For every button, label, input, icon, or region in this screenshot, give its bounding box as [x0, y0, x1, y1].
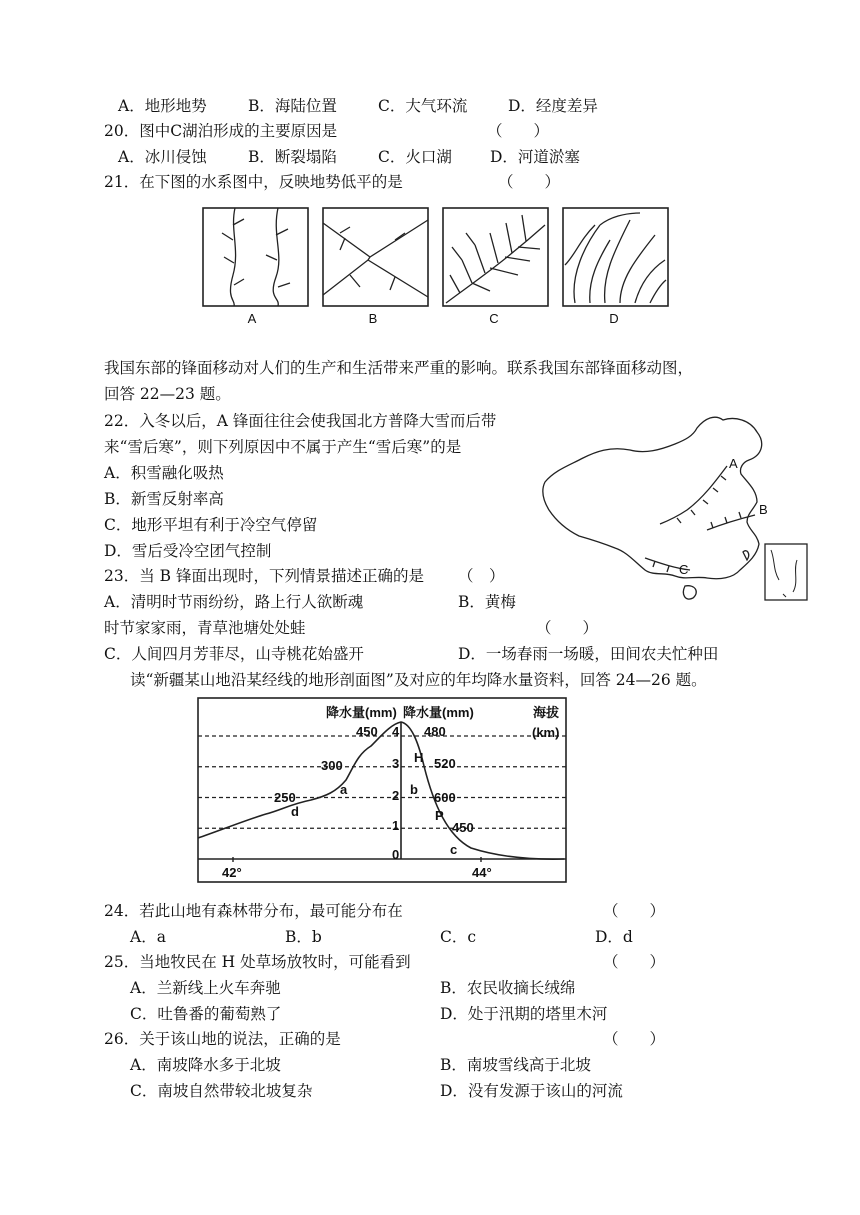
q19-option-b: B．海陆位置	[248, 97, 337, 115]
y-axis-unit: (km)	[532, 725, 560, 740]
chart-frame	[198, 698, 566, 882]
q25-option-c: C．吐鲁番的葡萄熟了	[130, 1005, 282, 1023]
terrain-profile-chart	[196, 696, 568, 886]
q26-stem: 26．关于该山地的说法，正确的是	[104, 1030, 341, 1048]
terrain-profile-line	[198, 722, 564, 859]
q26-option-c: C．南坡自然带较北坡复杂	[130, 1082, 313, 1100]
q23-option-b-part1: B．黄梅	[458, 593, 516, 611]
q23-option-a: A．清明时节雨纷纷，路上行人欲断魂	[104, 593, 364, 611]
precip-south-600: 600	[434, 790, 456, 805]
drainage-label-a: A	[247, 311, 257, 326]
y-tick-2: 2	[392, 788, 400, 803]
q22-option-c: C．地形平坦有利于冷空气停留	[104, 516, 318, 534]
precip-south-450: 450	[452, 820, 474, 835]
q21-stem: 21．在下图的水系图中，反映地势低平的是	[104, 173, 403, 191]
q26-option-d: D．没有发源于该山的河流	[440, 1082, 623, 1100]
q19-option-d: D．经度差异	[508, 97, 598, 115]
q25-option-a: A．兰新线上火车奔驰	[130, 979, 281, 997]
q24-stem: 24．若此山地有森林带分布，最可能分布在	[104, 902, 403, 920]
q22-option-a: A．积雪融化吸热	[104, 464, 224, 482]
q20-option-c: C．火口湖	[378, 148, 452, 166]
q26-option-a: A．南坡降水多于北坡	[130, 1056, 281, 1074]
point-label-c: c	[450, 842, 458, 857]
intro-front-line2: 回答 22—23 题。	[104, 385, 231, 403]
q24-option-c: C．c	[440, 928, 477, 946]
q26-answer-paren: （ ）	[603, 1030, 666, 1048]
q22-option-b: B．新雪反射率高	[104, 490, 224, 508]
y-tick-0: 0	[392, 847, 400, 862]
x-tick-44: 44°	[472, 865, 492, 880]
intro-front-line1: 我国东部的锋面移动对人们的生产和生活带来严重的影响。联系我国东部锋面移动图，	[104, 359, 694, 377]
drainage-label-c: C	[489, 311, 499, 326]
q19-option-c: C．大气环流	[378, 97, 468, 115]
q22-stem-1: 22．入冬以后，A 锋面往往会使我国北方普降大雪而后带	[104, 412, 497, 430]
q23-option-d: D．一场春雨一场暖，田间农夫忙种田	[458, 645, 719, 663]
q20-option-a: A．冰川侵蚀	[118, 148, 207, 166]
china-front-map	[535, 410, 835, 610]
intro-xinjiang: 读“新疆某山地沿某经线的地形剖面图”及对应的年均降水量资料，回答 24—26 题。	[130, 671, 707, 689]
point-label-d: d	[291, 804, 299, 819]
point-label-b: b	[410, 782, 418, 797]
point-label-h: H	[414, 750, 424, 765]
q20-answer-paren: （ ）	[487, 122, 550, 140]
q24-answer-paren: （ ）	[603, 902, 666, 920]
front-label-c: C	[679, 562, 689, 577]
q20-option-b: B．断裂塌陷	[248, 148, 337, 166]
precip-south-480: 480	[424, 724, 446, 739]
precip-north-250: 250	[274, 790, 296, 805]
q25-answer-paren: （ ）	[603, 953, 666, 971]
point-label-a: a	[340, 782, 348, 797]
q23-stem: 23．当 B 锋面出现时，下列情景描述正确的是	[104, 567, 424, 585]
q26-option-b: B．南坡雪线高于北坡	[440, 1056, 591, 1074]
q20-stem: 20．图中C湖泊形成的主要原因是	[104, 122, 338, 140]
x-tick-42: 42°	[222, 865, 242, 880]
q22-stem-2: 来“雪后寒”，则下列原因中不属于产生“雪后寒”的是	[104, 438, 462, 456]
q25-stem: 25．当地牧民在 H 处草场放牧时，可能看到	[104, 953, 411, 971]
q20-option-d: D．河道淤塞	[490, 148, 580, 166]
q19-option-a: A．地形地势	[118, 97, 207, 115]
drainage-label-d: D	[609, 311, 619, 326]
precip-north-300: 300	[321, 758, 343, 773]
header-precip-south: 降水量(mm)	[403, 705, 474, 720]
front-label-a: A	[729, 456, 738, 471]
q24-option-b: B．b	[285, 928, 322, 946]
q21-answer-paren: （ ）	[498, 173, 561, 191]
point-label-p: P	[435, 808, 444, 823]
y-tick-1: 1	[392, 818, 400, 833]
q23-option-c: C．人间四月芳菲尽，山寺桃花始盛开	[104, 645, 364, 663]
q24-option-a: A．a	[130, 928, 166, 946]
q23-answer-paren-2: （ ）	[536, 619, 599, 637]
q23-answer-paren: （ ）	[458, 567, 505, 585]
drainage-pattern-diagrams	[200, 205, 675, 330]
y-tick-3: 3	[392, 756, 400, 771]
precip-north-450: 450	[356, 724, 378, 739]
precip-south-520: 520	[434, 756, 456, 771]
q22-option-d: D．雪后受冷空团气控制	[104, 542, 272, 560]
y-tick-4: 4	[392, 724, 400, 739]
q25-option-d: D．处于汛期的塔里木河	[440, 1005, 608, 1023]
q24-option-d: D．d	[595, 928, 633, 946]
y-axis-title: 海拔	[533, 705, 560, 720]
header-precip-north: 降水量(mm)	[326, 705, 397, 720]
drainage-label-b: B	[368, 311, 378, 326]
q23-option-b-part2: 时节家家雨，青草池塘处处蛙	[104, 619, 306, 637]
front-label-b: B	[759, 502, 768, 517]
q25-option-b: B．农民收摘长绒绵	[440, 979, 576, 997]
